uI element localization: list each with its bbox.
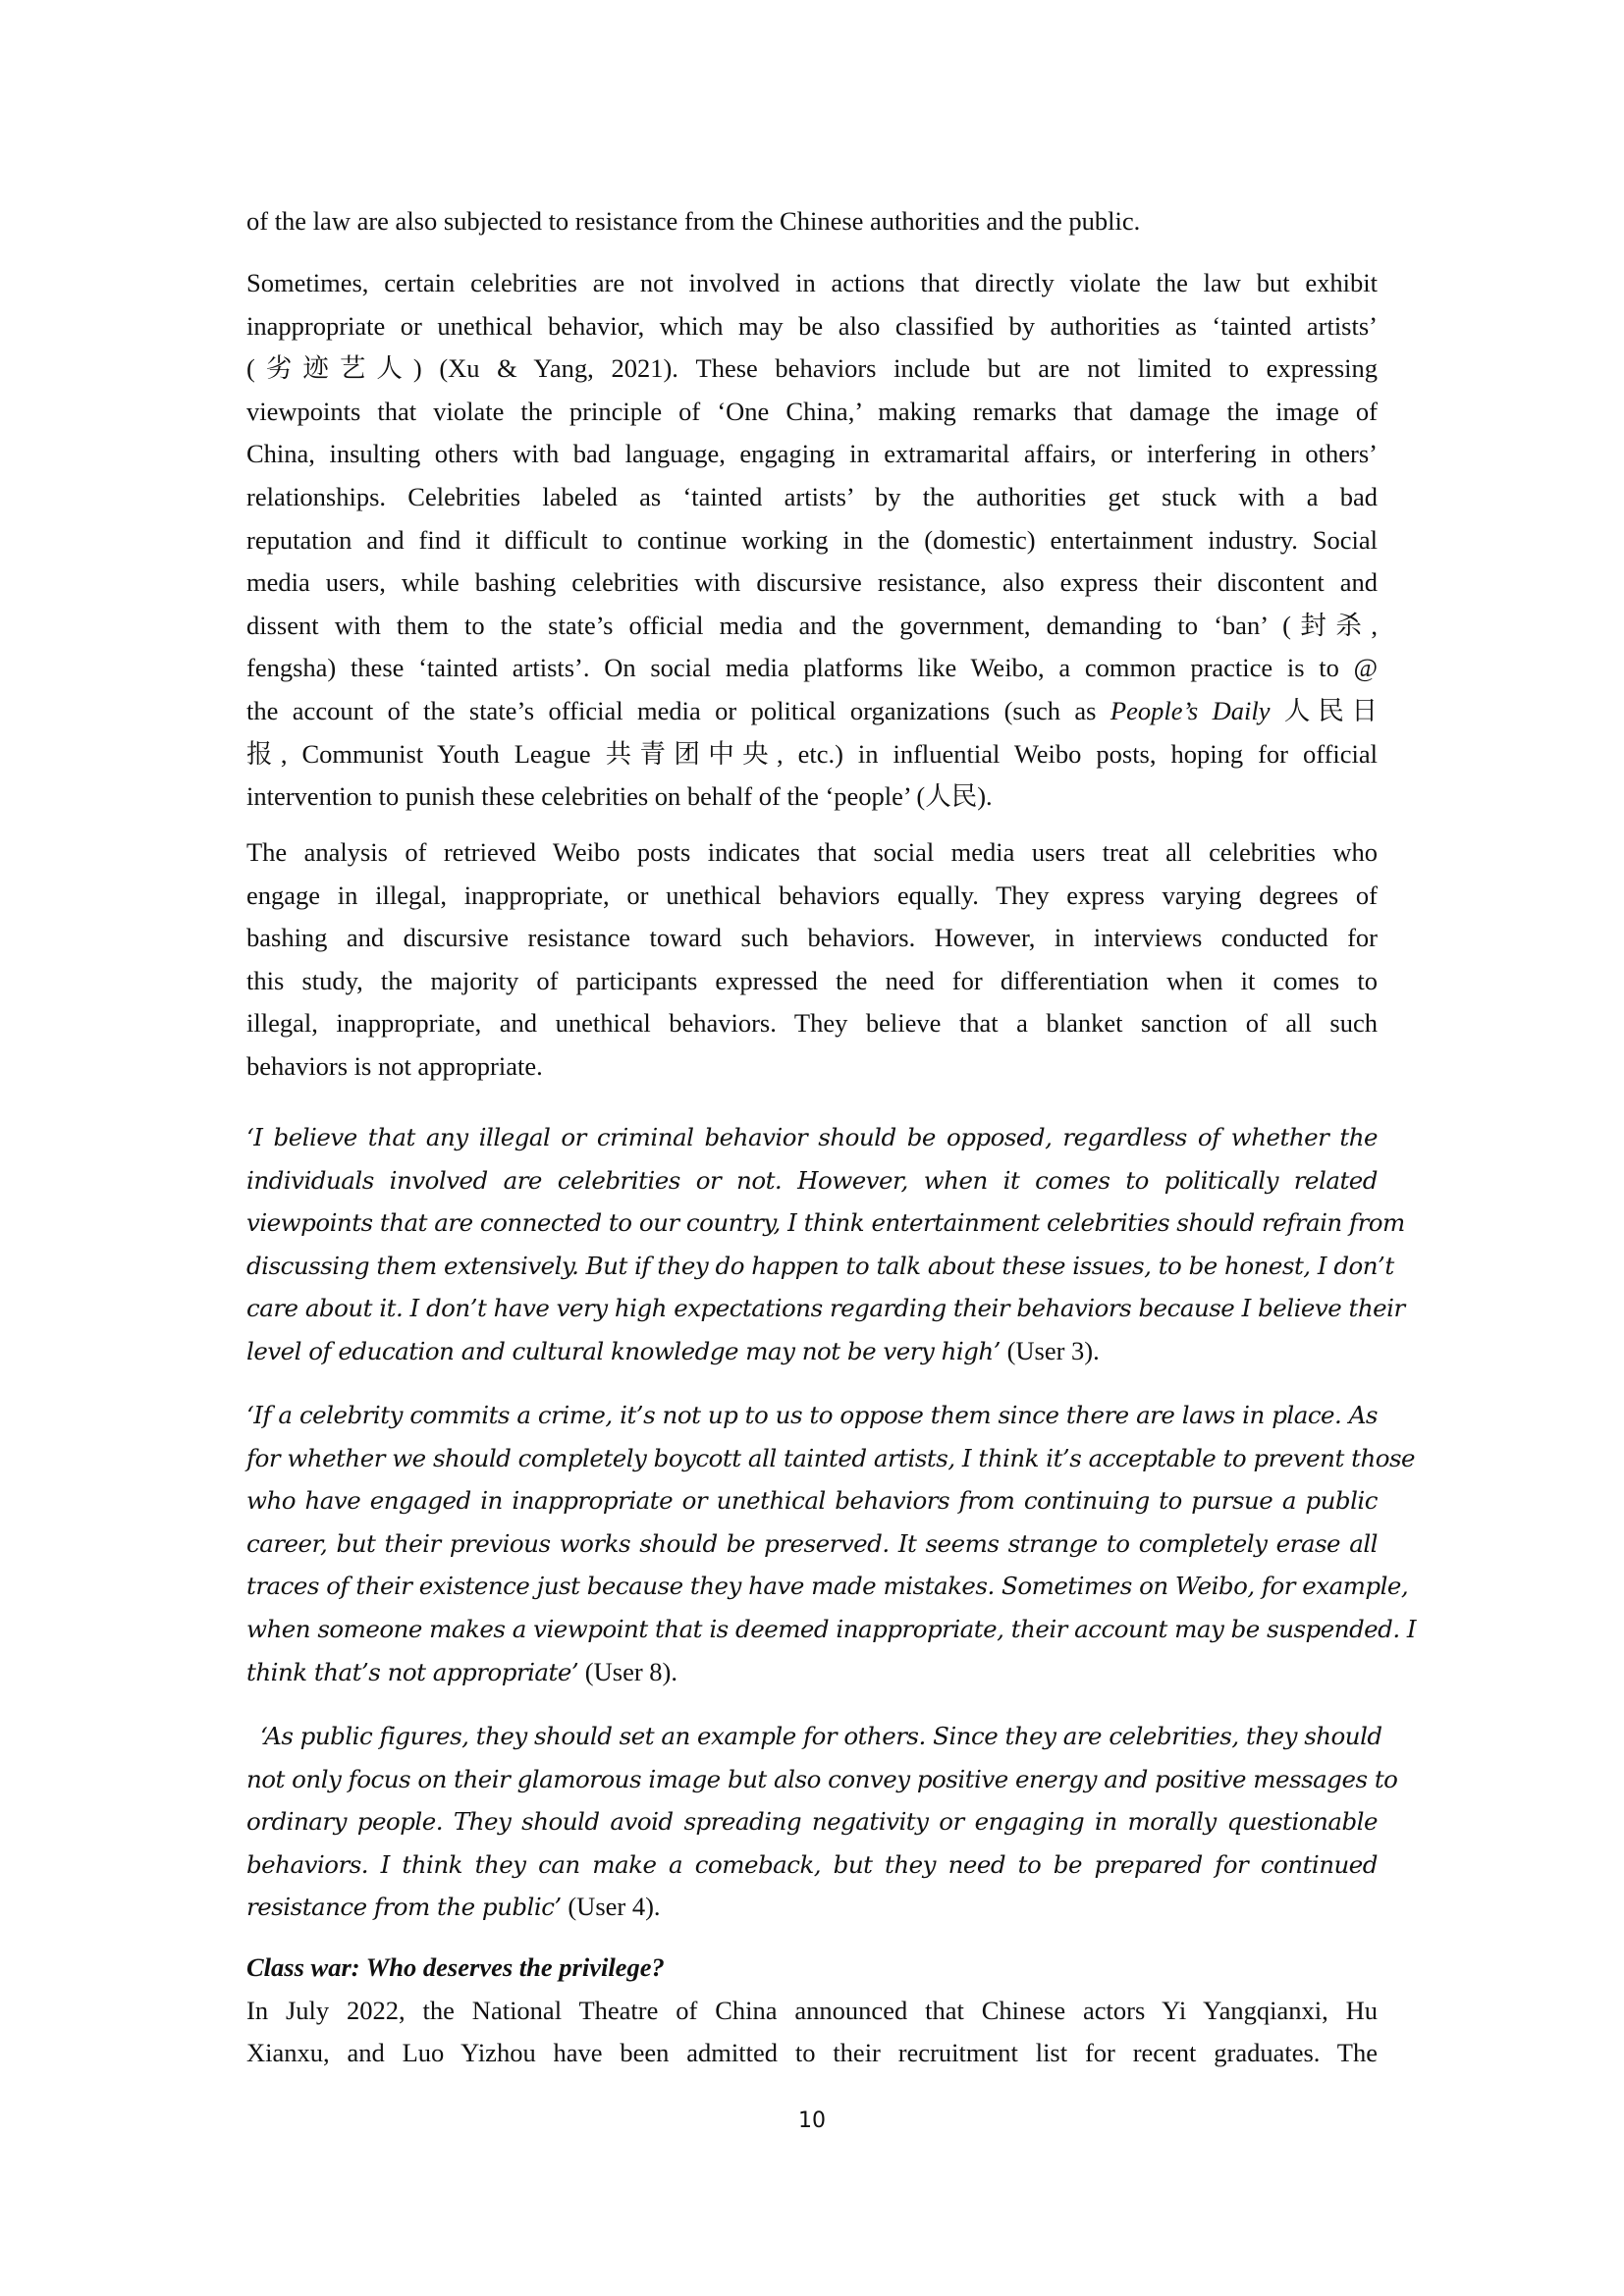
quote-line: care about it. I don’t have very high expectations regarding their behaviors because I believe their [246,1294,1405,1323]
text-line: Xianxu, and Luo Yizhou have been admitted to their recruitment list for recent graduates. The [246,2038,1378,2068]
quote-line: career, but their previous works should be preserved. It seems strange to completely erase all [246,1528,1378,1558]
quote-line: discussing them extensively. But if they do happen to talk about these issues, to be honest, I don’t [246,1251,1394,1280]
text-line: illegal, inappropriate, and unethical behaviors. They believe that a blanket sanction of all such [246,1008,1378,1039]
text-line: fengsha) these ‘tainted artists’. On social media platforms like Weibo, a common practice is to @ [246,653,1378,683]
citation: (User 8). [578,1656,677,1686]
quote-line [246,1886,1378,1929]
text-line: of the law are also subjected to resistance from the Chinese authorities and the public. [246,206,1141,236]
quote-line [246,1330,1378,1373]
section-heading: Class war: Who deserves the privilege? [246,1952,665,1982]
text-line: (劣迹艺人) (Xu & Yang, 2021). These behaviors include but are not limited to expressing [246,353,1378,384]
text-line: relationships. Celebrities labeled as ‘tainted artists’ by the authorities get stuck with a bad [246,481,1378,511]
paragraph-tainted-artists [246,262,1378,819]
text-line: media users, while bashing celebrities with discursive resistance, also express their discontent and [246,567,1378,598]
text-line: intervention to punish these celebrities on behalf of the ‘people’ (人民). [246,781,993,812]
text-line: The analysis of retrieved Weibo posts indicates that social media users treat all celebrities who [246,837,1378,867]
text-line: viewpoints that violate the principle of ‘One China,’ making remarks that damage the image of [246,396,1378,426]
quote-line: not only focus on their glamorous image but also convey positive energy and positive messages to [246,1764,1398,1793]
quote-line: viewpoints that are connected to our country, I think entertainment celebrities should refrain from [246,1208,1405,1238]
quote-line: when someone makes a viewpoint that is deemed inappropriate, their account may be suspended. I [246,1614,1417,1643]
text-line: dissent with them to the state’s official media and the government, demanding to ‘ban’ (封杀, [246,610,1378,640]
quote-line [246,1651,1378,1694]
quote-line: behaviors. I think they can make a comeback, but they need to be prepared for continued [246,1849,1378,1879]
paragraph-analysis [246,831,1378,1089]
quote-line: ‘I believe that any illegal or criminal behavior should be opposed, regardless of whether the [246,1123,1378,1151]
quote-line: who have engaged in inappropriate or unethical behaviors from continuing to pursue a public [246,1486,1378,1516]
text-line: inappropriate or unethical behavior, which may be also classified by authorities as ‘tainted artists’ [246,310,1378,341]
citation: (User 4). [561,1892,661,1922]
text-line: 报, Communist Youth League 共青团中央, etc.) in influential Weibo posts, hoping for official [246,738,1378,769]
quote-line: traces of their existence just because they have made mistakes. Sometimes on Weibo, for example, [246,1572,1409,1601]
text-line: In July 2022, the National Theatre of China announced that Chinese actors Yi Yangqianxi, Hu [246,1995,1378,2025]
interview-quote-user-8 [246,1394,1417,1693]
quote-line: individuals involved are celebrities or not. However, when it comes to politically related [246,1165,1378,1195]
text-line: Sometimes, certain celebrities are not involved in actions that directly violate the law but exhibit [246,268,1378,297]
text-line: bashing and discursive resistance toward such behaviors. However, in interviews conducted for [246,923,1378,953]
quote-text: think that’s not appropriate’ [246,1657,579,1686]
page-number: 10 [798,2109,826,2133]
quote-line: ‘If a celebrity commits a crime, it’s not up to us to oppose them since there are laws in place. As [246,1401,1378,1429]
italic-publication-name: People’s Daily [1110,695,1271,725]
quote-line: ‘As public figures, they should set an example for others. Since they are celebrities, they should [260,1722,1382,1750]
text-line: reputation and find it difficult to continue working in the (domestic) entertainment industry. Social [246,524,1378,555]
interview-quote-user-3 [246,1116,1405,1373]
text-line: this study, the majority of participants expressed the need for differentiation when it comes to [246,965,1378,995]
quote-text: level of education and cultural knowledge may not be very high’ [246,1336,1001,1365]
section-class-war [246,1947,1378,2075]
text-run: 人民日 [1270,695,1378,725]
citation: (User 3). [1000,1335,1100,1365]
paragraph-continuation [246,200,1378,243]
text-line: engage in illegal, inappropriate, or unethical behaviors equally. They express varying degrees of [246,880,1378,910]
text-line: behaviors is not appropriate. [246,1050,543,1081]
quote-text: resistance from the public’ [246,1893,562,1922]
interview-quote-user-4 [246,1715,1398,1929]
text-run: the account of the state’s official media or political organizations (such as [246,695,1110,725]
quote-line: ordinary people. They should avoid spreading negativity or engaging in morally questionable [246,1807,1378,1837]
text-line: China, insulting others with bad language, engaging in extramarital affairs, or interfering in others’ [246,439,1378,469]
text-line-with-italic [246,690,1378,733]
quote-line: for whether we should completely boycott all tainted artists, I think it’s acceptable to prevent those [246,1443,1416,1472]
